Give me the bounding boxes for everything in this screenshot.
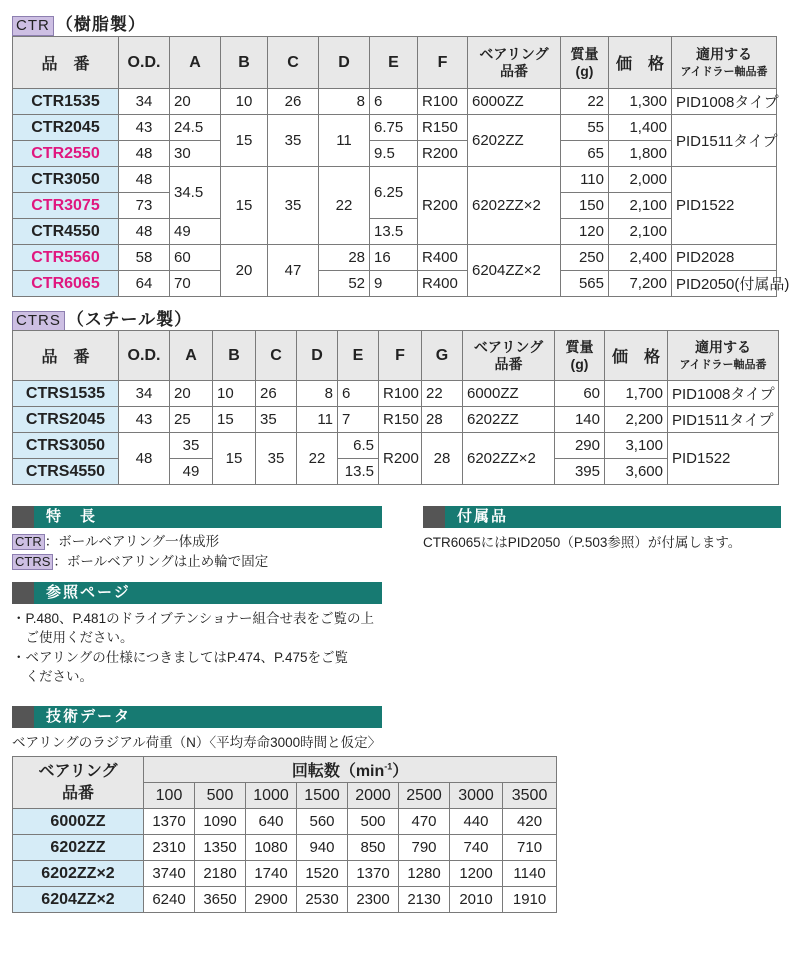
cell-apply: PID2050(付属品) <box>672 271 777 297</box>
reference-line-4: ください。 <box>12 669 93 684</box>
cell-bearing: 6000ZZ <box>463 381 555 407</box>
cell-a: 25 <box>170 407 213 433</box>
product-code: CTRS3050 <box>13 433 119 459</box>
bar-square-icon <box>12 582 34 604</box>
cell-apply: PID1511タイプ <box>672 115 777 167</box>
load-value: 1090 <box>195 809 246 835</box>
table-row <box>13 89 777 115</box>
hdr-f: F <box>418 37 468 89</box>
hdr-bearing: ベアリング 品番 <box>468 37 561 89</box>
cell-c: 35 <box>256 433 297 485</box>
table-row <box>13 141 777 167</box>
cell-a: 70 <box>170 271 221 297</box>
product-code: CTR2045 <box>13 115 119 141</box>
bearing-name: 6202ZZ×2 <box>13 861 144 887</box>
table-row <box>13 167 777 193</box>
tech-title: 技術データ <box>46 708 132 725</box>
product-code: CTRS1535 <box>13 381 119 407</box>
load-value: 740 <box>450 835 503 861</box>
cell-apply: PID1008タイプ <box>668 381 779 407</box>
cell-a: 49 <box>170 219 221 245</box>
table-row <box>13 835 557 861</box>
load-value: 1910 <box>503 887 557 913</box>
cell-od: 64 <box>119 271 170 297</box>
hdr-apply: 適用する アイドラー軸品番 <box>668 331 779 381</box>
accessories-text: CTR6065にはPID2050（P.503参照）が付属します。 <box>423 535 742 550</box>
tech-bar <box>12 706 382 728</box>
cell-b: 15 <box>221 167 268 245</box>
cell-od: 58 <box>119 245 170 271</box>
cell-apply: PID2028 <box>672 245 777 271</box>
reference-line-3: ・ベアリングの仕様につきましてはP.474、P.475をご覧 <box>12 650 348 665</box>
load-value: 1350 <box>195 835 246 861</box>
cell-f: R200 <box>418 141 468 167</box>
table-row <box>13 271 777 297</box>
cell-weight: 60 <box>555 381 605 407</box>
cell-f: R200 <box>379 433 422 485</box>
hdr-c: C <box>268 37 319 89</box>
cell-weight: 140 <box>555 407 605 433</box>
cell-price: 7,200 <box>609 271 672 297</box>
cell-od: 48 <box>119 433 170 485</box>
load-value: 560 <box>297 809 348 835</box>
reference-title: 参照ページ <box>46 584 131 601</box>
hdr-b: B <box>213 331 256 381</box>
tech-hdr-rpm: 回転数$(\min^{-1})$ <box>144 757 557 783</box>
bar-square-icon <box>423 506 445 528</box>
ctrs-small-tag: CTRS <box>12 554 53 570</box>
hdr-e: E <box>338 331 379 381</box>
load-value: 2180 <box>195 861 246 887</box>
load-value: 1520 <box>297 861 348 887</box>
ctrs-spec-table <box>12 330 779 485</box>
cell-d: 11 <box>319 115 370 167</box>
ctr-small-tag: CTR <box>12 534 45 550</box>
cell-f: R400 <box>418 245 468 271</box>
load-value: 1370 <box>144 809 195 835</box>
cell-f: R150 <box>418 115 468 141</box>
cell-c: 35 <box>268 167 319 245</box>
product-code: CTR6065 <box>13 271 119 297</box>
cell-od: 48 <box>119 219 170 245</box>
cell-e: 7 <box>338 407 379 433</box>
load-value: 3650 <box>195 887 246 913</box>
cell-apply: PID1008タイプ <box>672 89 777 115</box>
cell-f: R150 <box>379 407 422 433</box>
cell-b: 15 <box>213 433 256 485</box>
cell-c: 47 <box>268 245 319 297</box>
cell-e: 6.75 <box>370 115 418 141</box>
cell-bearing: 6000ZZ <box>468 89 561 115</box>
table-row <box>13 115 777 141</box>
tech-hdr-bearing: ベアリング 品番 <box>13 757 144 809</box>
cell-weight: 22 <box>561 89 609 115</box>
hdr-c: C <box>256 331 297 381</box>
cell-c: 26 <box>268 89 319 115</box>
cell-a: 34.5 <box>170 167 221 219</box>
cell-price: 2,400 <box>609 245 672 271</box>
cell-d: 11 <box>297 407 338 433</box>
cell-g: 28 <box>422 407 463 433</box>
hdr-d: D <box>297 331 338 381</box>
load-value: 440 <box>450 809 503 835</box>
cell-d: 8 <box>319 89 370 115</box>
hdr-no: 品 番 <box>13 331 119 381</box>
features-bar <box>12 506 382 528</box>
rpm-header-cell: 2500 <box>399 783 450 809</box>
cell-od: 48 <box>119 167 170 193</box>
cell-a: 60 <box>170 245 221 271</box>
cell-bearing: 6202ZZ <box>463 407 555 433</box>
load-value: 1740 <box>246 861 297 887</box>
load-value: 940 <box>297 835 348 861</box>
cell-weight: 55 <box>561 115 609 141</box>
cell-bearing: 6202ZZ×2 <box>468 167 561 245</box>
cell-price: 2,100 <box>609 219 672 245</box>
product-code: CTR1535 <box>13 89 119 115</box>
bar-square-icon <box>12 506 34 528</box>
hdr-g: G <box>422 331 463 381</box>
ctr-section-title <box>12 10 146 36</box>
bearing-name: 6202ZZ <box>13 835 144 861</box>
load-value: 1280 <box>399 861 450 887</box>
product-code: CTRS2045 <box>13 407 119 433</box>
hdr-f: F <box>379 331 422 381</box>
rpm-header-cell: 3000 <box>450 783 503 809</box>
cell-apply: PID1511タイプ <box>668 407 779 433</box>
cell-e: 6 <box>370 89 418 115</box>
cell-a: 49 <box>170 459 213 485</box>
cell-d: 22 <box>297 433 338 485</box>
cell-weight: 120 <box>561 219 609 245</box>
cell-g: 22 <box>422 381 463 407</box>
product-code: CTR4550 <box>13 219 119 245</box>
rpm-header-cell: 100 <box>144 783 195 809</box>
hdr-e: E <box>370 37 418 89</box>
cell-price: 3,100 <box>605 433 668 459</box>
cell-od: 34 <box>119 381 170 407</box>
cell-price: 3,600 <box>605 459 668 485</box>
load-value: 2530 <box>297 887 348 913</box>
cell-weight: 150 <box>561 193 609 219</box>
bar-square-icon <box>12 706 34 728</box>
ctr-title-suffix: （樹脂製） <box>55 15 146 34</box>
cell-f: R400 <box>418 271 468 297</box>
ctr-tag: CTR <box>12 16 54 36</box>
rpm-header-cell: 500 <box>195 783 246 809</box>
reference-bar <box>12 582 382 604</box>
rpm-header-cell: 1500 <box>297 783 348 809</box>
cell-od: 43 <box>119 115 170 141</box>
product-code: CTRS4550 <box>13 459 119 485</box>
load-value: 2900 <box>246 887 297 913</box>
cell-b: 10 <box>221 89 268 115</box>
load-value: 850 <box>348 835 399 861</box>
load-value: 2300 <box>348 887 399 913</box>
cell-od: 73 <box>119 193 170 219</box>
ctrs-tag: CTRS <box>12 311 65 331</box>
cell-od: 34 <box>119 89 170 115</box>
cell-apply: PID1522 <box>672 167 777 245</box>
load-value: 1140 <box>503 861 557 887</box>
load-value: 2310 <box>144 835 195 861</box>
hdr-price: 価 格 <box>605 331 668 381</box>
reference-line-2: ご使用ください。 <box>12 630 134 645</box>
hdr-b: B <box>221 37 268 89</box>
load-value: 640 <box>246 809 297 835</box>
load-value: 3740 <box>144 861 195 887</box>
table-row <box>13 219 777 245</box>
table-row <box>13 809 557 835</box>
cell-weight: 65 <box>561 141 609 167</box>
cell-price: 2,000 <box>609 167 672 193</box>
cell-e: 9 <box>370 271 418 297</box>
tech-caption: ベアリングのラジアル荷重（N）〈平均寿命3000時間と仮定〉 <box>12 735 382 750</box>
load-value: 420 <box>503 809 557 835</box>
cell-c: 35 <box>268 115 319 167</box>
accessories-title: 付属品 <box>457 508 509 525</box>
features-line-ctrs <box>12 552 268 571</box>
table-row <box>13 887 557 913</box>
cell-e: 16 <box>370 245 418 271</box>
cell-e: 6.25 <box>370 167 418 219</box>
cell-od: 43 <box>119 407 170 433</box>
cell-bearing: 6202ZZ×2 <box>463 433 555 485</box>
hdr-no: 品 番 <box>13 37 119 89</box>
cell-weight: 395 <box>555 459 605 485</box>
features-line-ctr <box>12 532 219 551</box>
hdr-price: 価 格 <box>609 37 672 89</box>
cell-e: 6.5 <box>338 433 379 459</box>
load-value: 500 <box>348 809 399 835</box>
hdr-a: A <box>170 331 213 381</box>
cell-bearing: 6204ZZ×2 <box>468 245 561 297</box>
rpm-header-cell: 3500 <box>503 783 557 809</box>
cell-e: 13.5 <box>370 219 418 245</box>
cell-d: 52 <box>319 271 370 297</box>
cell-price: 1,800 <box>609 141 672 167</box>
hdr-bearing: ベアリング 品番 <box>463 331 555 381</box>
cell-price: 1,300 <box>609 89 672 115</box>
table-row <box>13 433 779 459</box>
bearing-name: 6204ZZ×2 <box>13 887 144 913</box>
cell-weight: 110 <box>561 167 609 193</box>
cell-e: 9.5 <box>370 141 418 167</box>
hdr-weight: 質量 (g) <box>561 37 609 89</box>
features-ctrs-text: ：ボールベアリングは止め輪で固定 <box>53 554 269 569</box>
load-value: 710 <box>503 835 557 861</box>
load-value: 2130 <box>399 887 450 913</box>
ctrs-section-title <box>12 305 192 331</box>
cell-price: 2,100 <box>609 193 672 219</box>
load-value: 470 <box>399 809 450 835</box>
rpm-header-cell: 1000 <box>246 783 297 809</box>
cell-f: R100 <box>418 89 468 115</box>
ctrs-title-suffix: （スチール製） <box>66 310 193 329</box>
cell-weight: 250 <box>561 245 609 271</box>
load-value: 1200 <box>450 861 503 887</box>
hdr-a: A <box>170 37 221 89</box>
cell-a: 20 <box>170 381 213 407</box>
cell-a: 30 <box>170 141 221 167</box>
cell-c: 35 <box>256 407 297 433</box>
table-row <box>13 381 779 407</box>
hdr-od: O.D. <box>119 37 170 89</box>
features-title: 特 長 <box>46 508 98 525</box>
table-row <box>13 245 777 271</box>
ctr-spec-table <box>12 36 790 297</box>
hdr-apply: 適用する アイドラー軸品番 <box>672 37 777 89</box>
cell-d: 28 <box>319 245 370 271</box>
cell-weight: 565 <box>561 271 609 297</box>
cell-d: 8 <box>297 381 338 407</box>
cell-g: 28 <box>422 433 463 485</box>
tech-table <box>12 756 557 913</box>
table-row <box>13 861 557 887</box>
cell-f: R200 <box>418 167 468 245</box>
cell-a: 35 <box>170 433 213 459</box>
table-row <box>13 407 779 433</box>
cell-b: 20 <box>221 245 268 297</box>
cell-price: 2,200 <box>605 407 668 433</box>
cell-c: 26 <box>256 381 297 407</box>
cell-b: 15 <box>213 407 256 433</box>
load-value: 1370 <box>348 861 399 887</box>
cell-bearing: 6202ZZ <box>468 115 561 167</box>
bearing-name: 6000ZZ <box>13 809 144 835</box>
load-value: 2010 <box>450 887 503 913</box>
cell-a: 24.5 <box>170 115 221 141</box>
hdr-d: D <box>319 37 370 89</box>
cell-a: 20 <box>170 89 221 115</box>
cell-od: 48 <box>119 141 170 167</box>
cell-price: 1,400 <box>609 115 672 141</box>
cell-f: R100 <box>379 381 422 407</box>
load-value: 1080 <box>246 835 297 861</box>
cell-e: 6 <box>338 381 379 407</box>
cell-b: 15 <box>221 115 268 167</box>
hdr-weight: 質量 (g) <box>555 331 605 381</box>
rpm-header-cell: 2000 <box>348 783 399 809</box>
hdr-od: O.D. <box>119 331 170 381</box>
load-value: 6240 <box>144 887 195 913</box>
cell-b: 10 <box>213 381 256 407</box>
cell-apply: PID1522 <box>668 433 779 485</box>
product-code: CTR5560 <box>13 245 119 271</box>
accessories-bar <box>423 506 781 528</box>
reference-line-1: ・P.480、P.481のドライブテンショナー組合せ表をご覧の上 <box>12 611 374 626</box>
features-ctr-text: ：ボールベアリング一体成形 <box>44 534 220 549</box>
load-value: 790 <box>399 835 450 861</box>
product-code: CTR2550 <box>13 141 119 167</box>
cell-e: 13.5 <box>338 459 379 485</box>
cell-d: 22 <box>319 167 370 245</box>
cell-weight: 290 <box>555 433 605 459</box>
product-code: CTR3050 <box>13 167 119 193</box>
cell-price: 1,700 <box>605 381 668 407</box>
product-code: CTR3075 <box>13 193 119 219</box>
